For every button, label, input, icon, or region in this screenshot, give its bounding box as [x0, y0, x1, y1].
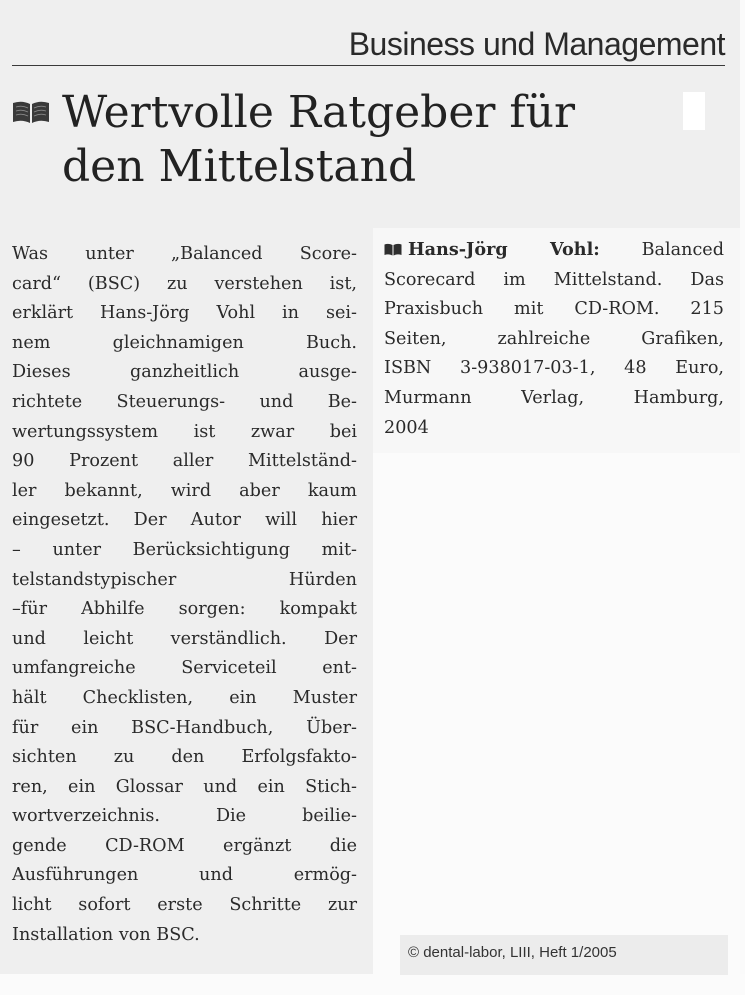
page-edge — [740, 0, 745, 995]
body-line: umfangreiche Serviceteil ent- — [12, 658, 357, 679]
body-line: Ausführungen und ermög- — [12, 865, 357, 886]
body-line: eingesetzt. Der Autor will hier — [12, 510, 357, 531]
body-line: gende CD-ROM ergänzt die — [12, 835, 357, 856]
body-line: ren, ein Glossar und ein Stich- — [12, 776, 357, 797]
body-line: Installation von BSC. — [12, 924, 200, 945]
book-info-line: 2004 — [384, 417, 429, 438]
body-line: wertungssystem ist zwar bei — [12, 421, 357, 442]
headline-line-1: Wertvolle Ratgeber für — [62, 87, 576, 138]
margin-tab — [683, 92, 705, 130]
body-line: erklärt Hans-Jörg Vohl in sei- — [12, 303, 357, 324]
body-line: ler bekannt, wird aber kaum — [12, 480, 357, 501]
article-body — [12, 240, 357, 950]
book-info-line: Praxisbuch mit CD-ROM. 215 — [384, 299, 724, 320]
book-info-line: Murmann Verlag, Hamburg, — [384, 387, 724, 408]
body-line: sichten zu den Erfolgsfakto- — [12, 747, 357, 768]
body-line: –für Abhilfe sorgen: kompakt — [12, 599, 357, 620]
book-info-line: Seiten, zahlreiche Grafiken, — [384, 328, 724, 349]
body-line: – unter Berücksichtigung mit- — [12, 539, 357, 560]
book-info — [384, 235, 724, 443]
body-line: licht sofort erste Schritte zur — [12, 895, 357, 916]
body-line: card“ (BSC) zu verstehen ist, — [12, 273, 357, 294]
book-info-line: ISBN 3-938017-03-1, 48 Euro, — [384, 358, 724, 379]
body-line: Was unter „Balanced Score- — [12, 244, 357, 264]
body-line: telstandstypischer Hürden — [12, 569, 357, 590]
body-line: richtete Steuerungs- und Be- — [12, 391, 357, 412]
book-title-start: Balanced — [599, 240, 724, 260]
book-info-line: Scorecard im Mittelstand. Das — [384, 269, 724, 290]
headline — [62, 86, 662, 194]
book-icon — [384, 243, 402, 256]
body-line: für ein BSC-Handbuch, Über- — [12, 717, 357, 738]
body-line: wortverzeichnis. Die beilie- — [12, 806, 357, 827]
body-line: und leicht verständlich. Der — [12, 628, 357, 649]
blank-area — [373, 453, 740, 974]
body-line: hält Checklisten, ein Muster — [12, 687, 357, 708]
body-line: Dieses ganzheitlich ausge- — [12, 362, 357, 383]
headline-line-2: den Mittelstand — [62, 141, 417, 192]
credit-text: © dental-labor, LIII, Heft 1/2005 — [408, 944, 617, 961]
book-author: Hans-Jörg Vohl: — [408, 239, 600, 260]
book-icon — [12, 100, 50, 124]
page-bottom-edge — [0, 974, 745, 995]
book-info-line — [384, 235, 724, 266]
body-line: 90 Prozent aller Mittelständ- — [12, 451, 357, 472]
header-rule — [12, 65, 725, 66]
body-line: nem gleichnamigen Buch. — [12, 332, 357, 353]
section-header: Business und Management — [348, 26, 725, 62]
